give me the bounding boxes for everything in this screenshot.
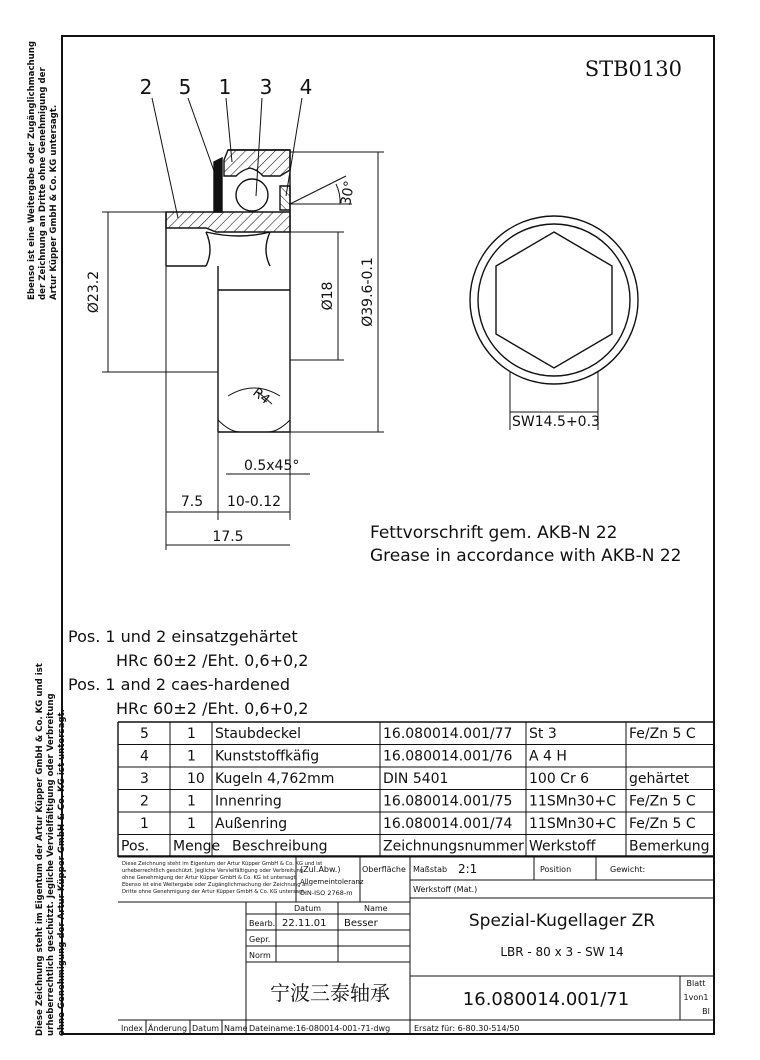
grease-en: Grease in accordance with AKB-N 22 <box>370 546 682 566</box>
balloon-1: 1 <box>218 75 232 99</box>
dim-total: 17.5 <box>212 529 244 545</box>
parts-cell-beschreibung: Kugeln 4,762mm <box>215 771 335 787</box>
dimension-texts <box>86 179 600 545</box>
svg-text:Ebenso ist eine Weitergabe ode: Ebenso ist eine Weitergabe oder Zugänglichmachung der Zeichnung an <box>122 882 309 888</box>
svg-text:ohne Genehmigung der Artur Küp: ohne Genehmigung der Artur Küpper GmbH & Co. KG ist untersagt. <box>57 709 67 1036</box>
svg-text:22.11.01: 22.11.01 <box>282 918 327 929</box>
svg-text:Allgemeintoleranz: Allgemeintoleranz <box>300 878 364 886</box>
drawing-number: 16.080014.001/71 <box>462 989 630 1010</box>
dim-chamfer: 0.5x45° <box>244 458 300 474</box>
svg-text:Index: Index <box>121 1024 144 1033</box>
svg-text:Name: Name <box>224 1024 248 1033</box>
svg-text:urheberrechtlich geschützt. Je: urheberrechtlich geschützt. Jegliche Vervielfältigung oder Verbreitung <box>122 868 304 874</box>
parts-cell-pos: 3 <box>140 771 149 787</box>
parts-header-werkstoff: Werkstoff <box>529 838 596 855</box>
parts-cell-bemerkung: gehärtet <box>629 771 690 787</box>
title-block-texts <box>121 861 710 1033</box>
parts-cell-bemerkung: Fe/Zn 5 C <box>629 816 696 832</box>
parts-header-zeichnung: Zeichnungsnummer <box>383 838 524 855</box>
parts-cell-werkstoff: 11SMn30+C <box>529 793 616 810</box>
balloon-2: 2 <box>139 75 153 99</box>
side-note-top <box>27 41 59 300</box>
dim-w1: 7.5 <box>180 494 204 510</box>
svg-text:Maßstab: Maßstab <box>413 865 448 874</box>
inner-ring-section <box>166 212 290 232</box>
dim-d23: Ø23.2 <box>86 270 102 314</box>
drawing-title: Spezial-Kugellager ZR <box>468 911 656 931</box>
svg-text:Gepr.: Gepr. <box>249 935 271 944</box>
svg-text:Oberfläche: Oberfläche <box>362 865 406 874</box>
svg-text:DIN-ISO 2768-m: DIN-ISO 2768-m <box>300 889 353 897</box>
parts-cell-werkstoff: St 3 <box>529 726 557 742</box>
hardening-en-val: HRc 60±2 /Eht. 0,6+0,2 <box>116 699 309 718</box>
parts-header-menge: Menge <box>173 838 221 855</box>
parts-cell-zeichnung: 16.080014.001/75 <box>383 793 513 810</box>
parts-cell-pos: 4 <box>140 748 149 765</box>
hardening-de: Pos. 1 und 2 einsatzgehärtet <box>68 627 298 646</box>
parts-cell-beschreibung: Außenring <box>215 816 288 832</box>
svg-text:ohne Genehmigung der Artur Küp: ohne Genehmigung der Artur Küpper GmbH & Co. KG ist untersagt. <box>122 875 298 881</box>
parts-cell-beschreibung: Innenring <box>215 793 282 810</box>
parts-cell-beschreibung: Kunststoffkäfig <box>215 748 320 765</box>
parts-cell-zeichnung: 16.080014.001/76 <box>383 748 513 765</box>
svg-text:Datum: Datum <box>294 904 322 913</box>
parts-cell-zeichnung: DIN 5401 <box>383 771 449 787</box>
svg-text:urheberrechtlich geschützt. Je: urheberrechtlich geschützt. Jegliche Vervielfältigung oder Verbreitung <box>46 693 56 1036</box>
parts-cell-werkstoff: 11SMn30+C <box>529 816 616 832</box>
balloon-4: 4 <box>299 75 313 99</box>
parts-list <box>118 722 714 857</box>
parts-header-bemerkung: Bemerkung <box>629 838 710 855</box>
parts-cell-menge: 1 <box>187 748 196 765</box>
drawing-subtitle: LBR - 80 x 3 - SW 14 <box>500 945 624 959</box>
svg-text:Gewicht:: Gewicht: <box>610 865 646 874</box>
dim-radius: R4 <box>249 385 273 408</box>
dim-d18: Ø18 <box>320 281 336 311</box>
svg-text:1von1: 1von1 <box>683 993 709 1002</box>
svg-text:Datum: Datum <box>192 1024 220 1033</box>
cage <box>280 186 290 210</box>
svg-text:Position: Position <box>540 865 572 874</box>
svg-text:Werkstoff (Mat.): Werkstoff (Mat.) <box>413 885 478 894</box>
watermark: 宁波三泰轴承 <box>270 981 390 1005</box>
parts-cell-menge: 1 <box>187 793 196 810</box>
parts-cell-bemerkung: Fe/Zn 5 C <box>629 793 696 810</box>
parts-header-beschreibung: Beschreibung <box>232 838 328 855</box>
scale-value: 2:1 <box>458 862 478 876</box>
svg-text:Diese Zeichnung steht im Eigen: Diese Zeichnung steht im Eigentum der Artur Küpper GmbH & Co. KG und ist <box>122 861 323 867</box>
parts-cell-werkstoff: A 4 H <box>529 748 567 765</box>
parts-cell-menge: 1 <box>187 816 196 832</box>
hardening-de-val: HRc 60±2 /Eht. 0,6+0,2 <box>116 651 309 670</box>
svg-text:Name: Name <box>364 904 388 913</box>
svg-text:Artur Küpper GmbH & Co. KG unt: Artur Küpper GmbH & Co. KG untersagt. <box>49 104 59 300</box>
dim-angle: 30° <box>338 179 359 207</box>
parts-cell-pos: 1 <box>140 816 149 832</box>
svg-text:der Zeichnung an Dritte ohne G: der Zeichnung an Dritte ohne Genehmigung der <box>38 67 48 300</box>
dim-d39: Ø39.6-0.1 <box>360 257 376 327</box>
svg-text:Blatt: Blatt <box>686 979 706 988</box>
dim-sw: SW14.5+0.3 <box>512 414 600 430</box>
svg-text:Diese Zeichnung steht im Eigen: Diese Zeichnung steht im Eigentum der Artur Küpper GmbH & Co. KG und ist <box>35 663 45 1036</box>
svg-text:Bl: Bl <box>702 1007 710 1016</box>
parts-cell-zeichnung: 16.080014.001/77 <box>383 726 513 742</box>
svg-text:Ebenso ist eine Weitergabe ode: Ebenso ist eine Weitergabe oder Zugänglichmachung <box>27 40 37 300</box>
side-note-bottom <box>35 663 67 1036</box>
parts-cell-zeichnung: 16.080014.001/74 <box>383 816 513 832</box>
svg-text:Änderung: Änderung <box>148 1024 188 1033</box>
drawing-number-top: STB0130 <box>584 57 682 81</box>
balloons <box>140 75 313 99</box>
svg-text:Besser: Besser <box>344 918 378 929</box>
ball <box>236 179 268 211</box>
svg-text:(Zul.Abw.): (Zul.Abw.) <box>300 865 341 874</box>
parts-cell-werkstoff: 100 Cr 6 <box>529 771 590 787</box>
balloon-3: 3 <box>259 75 273 99</box>
balloon-5: 5 <box>178 75 192 99</box>
svg-text:Dateiname:16-080014-001-71-dwg: Dateiname:16-080014-001-71-dwg <box>249 1024 391 1033</box>
parts-cell-pos: 2 <box>140 793 149 810</box>
section-view <box>166 150 290 432</box>
dim-w2: 10-0.12 <box>226 494 282 510</box>
parts-header-pos: Pos. <box>121 838 150 855</box>
parts-cell-menge: 1 <box>187 726 196 742</box>
dust-cap <box>214 158 222 212</box>
svg-text:Dritte ohne Genehmigung der Ar: Dritte ohne Genehmigung der Artur Küpper GmbH & Co. KG untersagt. <box>122 889 306 895</box>
parts-cell-menge: 10 <box>187 771 205 787</box>
grease-de: Fettvorschrift gem. AKB-N 22 <box>370 523 618 543</box>
parts-cell-pos: 5 <box>140 726 149 742</box>
end-view <box>470 216 638 430</box>
parts-cell-bemerkung: Fe/Zn 5 C <box>629 726 696 742</box>
parts-cell-beschreibung: Staubdeckel <box>215 726 302 742</box>
svg-text:Norm: Norm <box>249 951 271 960</box>
svg-text:Ersatz für: 6-80.30-514/50: Ersatz für: 6-80.30-514/50 <box>414 1024 520 1033</box>
svg-text:Bearb.: Bearb. <box>249 919 276 928</box>
hardening-en: Pos. 1 and 2 caes-hardened <box>68 675 291 694</box>
